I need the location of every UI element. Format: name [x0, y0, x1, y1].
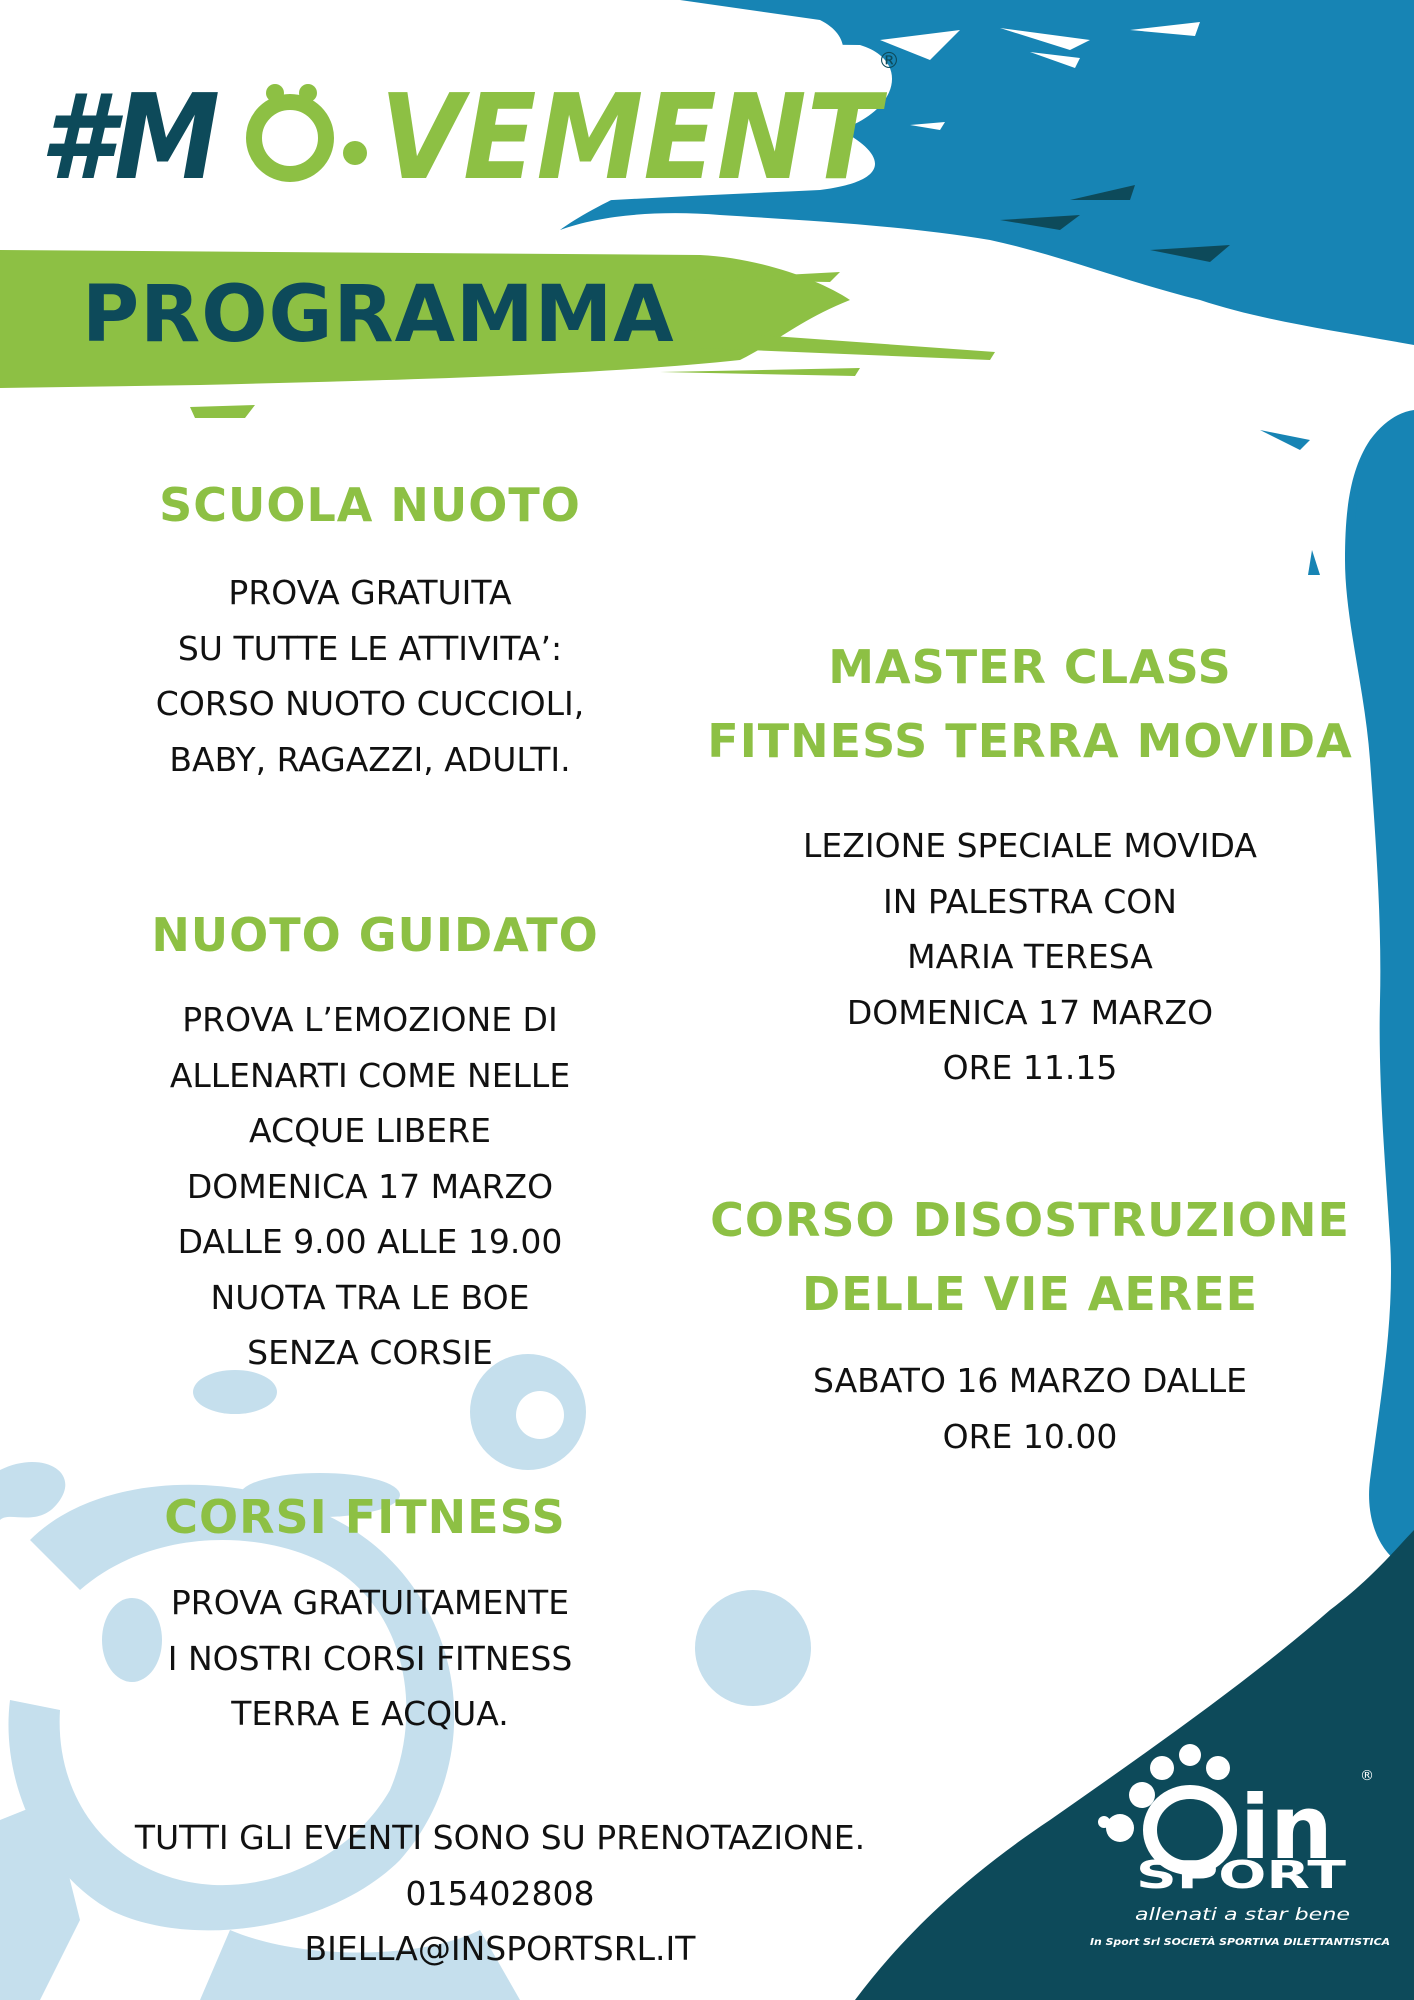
footer-contacts: [40, 1810, 960, 1977]
scuola-nuoto-title: SCUOLA NUOTO: [159, 478, 581, 532]
nuoto-guidato-text: PROVA L’EMOZIONE DI ALLENARTI COME NELLE ACQUE LIBERE DOMENICA 17 MARZO DALLE 9.00 ALLE 19.00 NUOTA TRA LE BOE SENZA CORSIE: [169, 1000, 571, 1372]
blue-brush-right: [1345, 410, 1414, 1570]
email-address: BIELLA@INSPORTSRL.IT: [304, 1929, 696, 1968]
movement-logo: [40, 38, 920, 228]
insport-logo: [1090, 1740, 1410, 1990]
corsi-fitness-title: CORSI FITNESS: [164, 1490, 566, 1544]
logo-suffix: VEMENT: [380, 68, 888, 206]
logo-registered: ®: [878, 49, 900, 74]
booking-note: TUTTI GLI EVENTI SONO SU PRENOTAZIONE.: [134, 1818, 866, 1857]
corso-disostruzione-title: CORSO DISOSTRUZIONE DELLE VIE AEREE: [710, 1193, 1350, 1321]
master-class-text: LEZIONE SPECIALE MOVIDA IN PALESTRA CON MARIA TERESA DOMENICA 17 MARZO ORE 11.15: [803, 826, 1257, 1087]
logo-o-dots-icon: [254, 84, 367, 174]
master-class-title: MASTER CLASS FITNESS TERRA MOVIDA: [707, 640, 1353, 768]
nuoto-guidato-title: NUOTO GUIDATO: [151, 908, 599, 962]
insport-company-note: In Sport Srl SOCIETÀ SPORTIVA DILETTANTISTICA: [1090, 1937, 1366, 1948]
corsi-fitness-text: PROVA GRATUITAMENTE I NOSTRI CORSI FITNESS TERRA E ACQUA.: [167, 1583, 573, 1733]
insport-word-sport: SPORT: [1136, 1853, 1347, 1897]
program-title: PROGRAMMA: [82, 270, 675, 360]
logo-prefix: #M: [40, 68, 220, 206]
corso-disostruzione-text: SABATO 16 MARZO DALLE ORE 10.00: [813, 1361, 1247, 1456]
insport-tagline: allenati a star bene: [1135, 1905, 1350, 1925]
insport-registered: ®: [1360, 1768, 1374, 1784]
insport-word-in: in: [1240, 1776, 1333, 1879]
scuola-nuoto-text: PROVA GRATUITA SU TUTTE LE ATTIVITA’: CORSO NUOTO CUCCIOLI, BABY, RAGAZZI, ADULTI.: [155, 573, 585, 779]
phone-number: 015402808: [405, 1873, 595, 1913]
